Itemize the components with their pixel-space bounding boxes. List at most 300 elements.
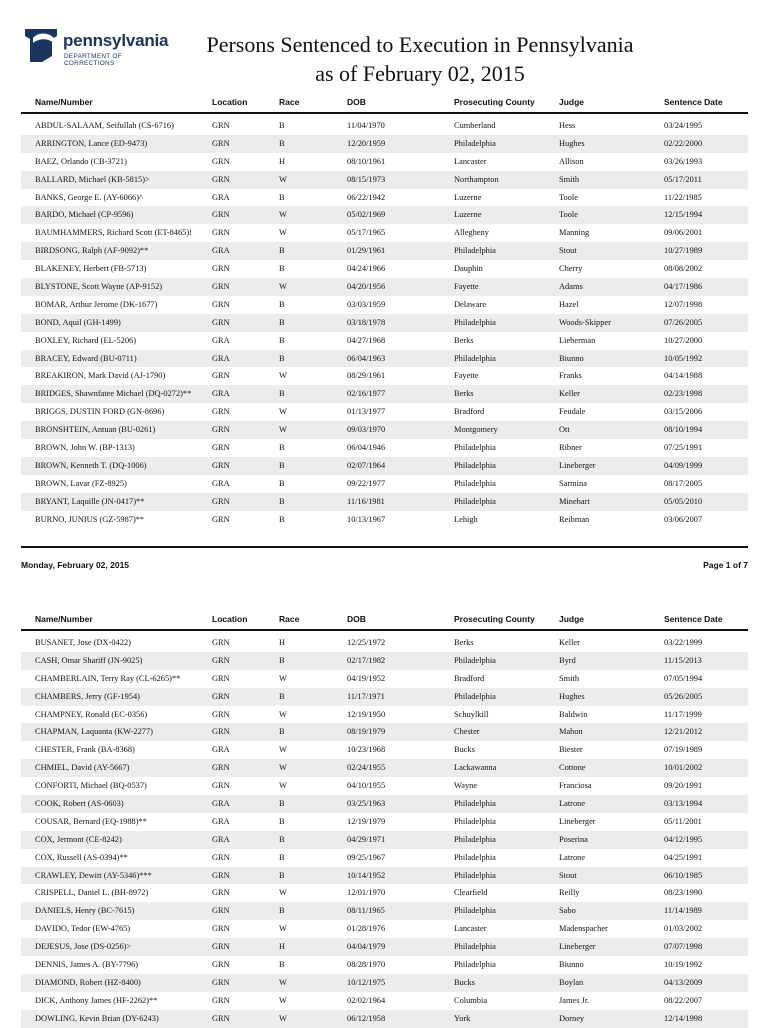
cell-dob: 08/11/1965 bbox=[347, 906, 385, 916]
cell-name: COX, Jermont (CE-8242) bbox=[35, 834, 122, 844]
cell-county: Bucks bbox=[454, 977, 475, 987]
table-row bbox=[21, 117, 748, 135]
cell-name: COOK, Robert (AS-0603) bbox=[35, 799, 124, 809]
cell-sentence-date: 08/10/1994 bbox=[664, 425, 703, 435]
table-row bbox=[21, 260, 748, 278]
table-row bbox=[21, 135, 748, 153]
cell-county: Bradford bbox=[454, 673, 485, 683]
cell-dob: 09/22/1977 bbox=[347, 478, 386, 488]
cell-county: Delaware bbox=[454, 299, 487, 309]
cell-location: GRN bbox=[212, 852, 230, 862]
cell-county: Philadelphia bbox=[454, 691, 496, 701]
table-row bbox=[21, 439, 748, 457]
column-header-dob: DOB bbox=[347, 97, 366, 107]
table-row bbox=[21, 367, 748, 385]
cell-location: GRN bbox=[212, 264, 230, 274]
table-row bbox=[21, 723, 748, 741]
cell-race: B bbox=[279, 138, 285, 148]
cell-location: GRN bbox=[212, 514, 230, 524]
cell-county: Berks bbox=[454, 638, 474, 647]
cell-location: GRN bbox=[212, 870, 230, 880]
cell-sentence-date: 07/07/1998 bbox=[664, 942, 703, 952]
cell-race: B bbox=[279, 478, 285, 488]
cell-county: Luzerne bbox=[454, 210, 482, 220]
cell-county: Lackawanna bbox=[454, 763, 497, 773]
cell-dob: 04/24/1966 bbox=[347, 264, 386, 274]
cell-judge: Lieberman bbox=[559, 335, 596, 345]
cell-dob: 01/29/1961 bbox=[347, 246, 386, 256]
table-row bbox=[21, 206, 748, 224]
cell-race: W bbox=[279, 425, 287, 435]
cell-name: BOXLEY, Richard (EL-5206) bbox=[35, 335, 137, 345]
cell-race: H bbox=[279, 638, 286, 647]
cell-location: GRN bbox=[212, 924, 230, 934]
table-row bbox=[21, 493, 748, 511]
cell-race: B bbox=[279, 960, 285, 970]
table-row bbox=[21, 171, 748, 189]
cell-judge: Smith bbox=[559, 673, 580, 683]
cell-sentence-date: 04/12/1995 bbox=[664, 834, 703, 844]
cell-name: BURNO, JUNIUS (GZ-5987)** bbox=[35, 514, 145, 524]
table-row bbox=[21, 777, 748, 795]
cell-dob: 12/19/1950 bbox=[347, 709, 386, 719]
cell-name: CHAMBERS, Jerry (GF-1954) bbox=[35, 691, 140, 701]
cell-race: W bbox=[279, 407, 287, 417]
cell-judge: Sarmina bbox=[559, 478, 587, 488]
cell-race: B bbox=[279, 443, 285, 453]
table-row bbox=[21, 421, 748, 439]
cell-county: Clearfield bbox=[454, 888, 488, 898]
cell-judge: Lineberger bbox=[559, 942, 596, 952]
cell-location: GRA bbox=[212, 353, 230, 363]
cell-race: B bbox=[279, 799, 285, 809]
cell-county: Philadelphia bbox=[454, 834, 496, 844]
cell-dob: 10/23/1968 bbox=[347, 745, 386, 755]
cell-county: Philadelphia bbox=[454, 942, 496, 952]
cell-judge: Hazel bbox=[559, 299, 579, 309]
cell-race: W bbox=[279, 977, 287, 987]
cell-county: Fayette bbox=[454, 371, 479, 381]
footer-page-number: Page 1 of 7 bbox=[703, 560, 748, 570]
cell-county: Philadelphia bbox=[454, 460, 496, 470]
table-row bbox=[21, 153, 748, 171]
cell-name: BAEZ, Orlando (CB-3721) bbox=[35, 156, 127, 166]
cell-judge: Stout bbox=[559, 246, 577, 256]
cell-location: GRN bbox=[212, 443, 230, 453]
cell-judge: Keller bbox=[559, 389, 580, 399]
cell-dob: 06/12/1958 bbox=[347, 1013, 386, 1023]
cell-name: CHMIEL, David (AY-5667) bbox=[35, 763, 130, 773]
cell-judge: Boylan bbox=[559, 977, 584, 987]
cell-judge: Sabo bbox=[559, 906, 576, 916]
cell-dob: 04/19/1952 bbox=[347, 673, 386, 683]
cell-name: BRIDGES, Shawnfatee Michael (DQ-0272)** bbox=[35, 389, 192, 399]
table-header bbox=[21, 97, 748, 119]
cell-location: GRN bbox=[212, 673, 230, 683]
cell-county: Philadelphia bbox=[454, 317, 496, 327]
cell-dob: 08/10/1961 bbox=[347, 156, 386, 166]
cell-location: GRN bbox=[212, 781, 230, 791]
cell-county: Cumberland bbox=[454, 121, 496, 130]
cell-sentence-date: 11/22/1985 bbox=[664, 192, 702, 202]
cell-sentence-date: 03/22/1999 bbox=[664, 638, 703, 647]
cell-judge: Woods-Skipper bbox=[559, 317, 611, 327]
cell-race: B bbox=[279, 389, 285, 399]
table-row bbox=[21, 511, 748, 529]
cell-judge: Cherry bbox=[559, 264, 583, 274]
cell-sentence-date: 02/22/2000 bbox=[664, 138, 703, 148]
cell-dob: 01/28/1976 bbox=[347, 924, 386, 934]
table-body bbox=[21, 117, 748, 528]
cell-name: BRACEY, Edward (BU-0711) bbox=[35, 353, 137, 363]
cell-dob: 08/28/1970 bbox=[347, 960, 386, 970]
cell-judge: Biunno bbox=[559, 960, 584, 970]
cell-name: DOWLING, Kevin Brian (DY-6243) bbox=[35, 1013, 159, 1023]
cell-county: Schuylkill bbox=[454, 709, 489, 719]
cell-judge: James Jr. bbox=[559, 995, 590, 1005]
cell-location: GRN bbox=[212, 228, 230, 238]
cell-location: GRN bbox=[212, 282, 230, 292]
column-header-sentence-date: Sentence Date bbox=[664, 614, 723, 624]
cell-judge: Minehart bbox=[559, 496, 590, 506]
cell-location: GRA bbox=[212, 799, 230, 809]
cell-judge: Biunno bbox=[559, 353, 584, 363]
cell-dob: 06/04/1946 bbox=[347, 443, 386, 453]
cell-name: BARDO, Michael (CP-9596) bbox=[35, 210, 134, 220]
cell-name: CHAMBERLAIN, Terry Ray (CL-6265)** bbox=[35, 673, 181, 683]
cell-dob: 10/12/1975 bbox=[347, 977, 386, 987]
cell-location: GRN bbox=[212, 638, 230, 647]
cell-county: Lehigh bbox=[454, 514, 478, 524]
cell-name: ABDUL-SALAAM, Seifullah (CS-6716) bbox=[35, 121, 174, 130]
cell-name: BOMAR, Arthur Jerome (DK-1677) bbox=[35, 299, 158, 309]
table-row bbox=[21, 902, 748, 920]
cell-dob: 03/18/1978 bbox=[347, 317, 386, 327]
cell-race: W bbox=[279, 282, 287, 292]
cell-name: BRYANT, Laquille (JN-0417)** bbox=[35, 496, 145, 506]
cell-name: COUSAR, Bernard (EQ-1988)** bbox=[35, 816, 147, 826]
table-row bbox=[21, 831, 748, 849]
cell-location: GRA bbox=[212, 246, 230, 256]
column-header-race: Race bbox=[279, 614, 300, 624]
cell-dob: 12/19/1979 bbox=[347, 816, 386, 826]
cell-location: GRA bbox=[212, 389, 230, 399]
table-row bbox=[21, 350, 748, 368]
cell-name: ARRINGTON, Lance (ED-9473) bbox=[35, 138, 148, 148]
cell-dob: 09/25/1967 bbox=[347, 852, 386, 862]
table-row bbox=[21, 242, 748, 260]
cell-dob: 06/22/1942 bbox=[347, 192, 386, 202]
cell-race: W bbox=[279, 781, 287, 791]
table-row bbox=[21, 314, 748, 332]
cell-judge: Toole bbox=[559, 192, 578, 202]
cell-race: W bbox=[279, 371, 287, 381]
cell-race: B bbox=[279, 655, 285, 665]
cell-name: BREAKIRON, Mark David (AJ-1790) bbox=[35, 371, 166, 381]
cell-dob: 12/25/1972 bbox=[347, 638, 386, 647]
cell-sentence-date: 09/20/1991 bbox=[664, 781, 703, 791]
cell-location: GRN bbox=[212, 407, 230, 417]
cell-dob: 04/20/1956 bbox=[347, 282, 386, 292]
table-row bbox=[21, 189, 748, 207]
cell-judge: Smith bbox=[559, 174, 580, 184]
cell-county: Luzerne bbox=[454, 192, 482, 202]
cell-judge: Franks bbox=[559, 371, 582, 381]
cell-race: B bbox=[279, 816, 285, 826]
cell-dob: 08/15/1973 bbox=[347, 174, 386, 184]
table-row bbox=[21, 634, 748, 652]
cell-dob: 05/02/1969 bbox=[347, 210, 386, 220]
column-header-county: Prosecuting County bbox=[454, 97, 535, 107]
cell-county: Philadelphia bbox=[454, 906, 496, 916]
cell-location: GRN bbox=[212, 960, 230, 970]
cell-location: GRN bbox=[212, 174, 230, 184]
table-row bbox=[21, 920, 748, 938]
cell-location: GRN bbox=[212, 138, 230, 148]
cell-name: DENNIS, James A. (BY-7796) bbox=[35, 960, 139, 970]
cell-dob: 03/03/1959 bbox=[347, 299, 386, 309]
table-row bbox=[21, 385, 748, 403]
cell-county: Fayette bbox=[454, 282, 479, 292]
cell-judge: Byrd bbox=[559, 655, 576, 665]
cell-dob: 06/04/1963 bbox=[347, 353, 386, 363]
cell-sentence-date: 09/06/2001 bbox=[664, 228, 703, 238]
column-header-county: Prosecuting County bbox=[454, 614, 535, 624]
title-line-1: Persons Sentenced to Execution in Pennsylvania bbox=[206, 32, 634, 57]
cell-judge: Reilly bbox=[559, 888, 580, 898]
cell-county: York bbox=[454, 1013, 471, 1023]
table-row bbox=[21, 296, 748, 314]
table-row bbox=[21, 688, 748, 706]
cell-judge: Mahon bbox=[559, 727, 583, 737]
cell-race: W bbox=[279, 745, 287, 755]
cell-race: B bbox=[279, 514, 285, 524]
cell-sentence-date: 04/25/1991 bbox=[664, 852, 703, 862]
cell-judge: Ribner bbox=[559, 443, 582, 453]
cell-race: W bbox=[279, 763, 287, 773]
cell-location: GRN bbox=[212, 888, 230, 898]
cell-race: W bbox=[279, 888, 287, 898]
cell-sentence-date: 10/19/1992 bbox=[664, 960, 703, 970]
cell-county: Philadelphia bbox=[454, 655, 496, 665]
cell-location: GRN bbox=[212, 156, 230, 166]
table-row bbox=[21, 849, 748, 867]
cell-judge: Madenspacher bbox=[559, 924, 608, 934]
cell-location: GRN bbox=[212, 709, 230, 719]
cell-dob: 02/16/1977 bbox=[347, 389, 386, 399]
cell-judge: Adams bbox=[559, 282, 583, 292]
cell-sentence-date: 08/08/2002 bbox=[664, 264, 703, 274]
cell-race: B bbox=[279, 317, 285, 327]
cell-name: BRONSHTEIN, Antuan (BU-0261) bbox=[35, 425, 156, 435]
column-header-dob: DOB bbox=[347, 614, 366, 624]
cell-name: CONFORTI, Michael (BQ-0537) bbox=[35, 781, 147, 791]
table-row bbox=[21, 974, 748, 992]
footer-date: Monday, February 02, 2015 bbox=[21, 560, 130, 570]
cell-race: W bbox=[279, 210, 287, 220]
cell-dob: 04/27/1968 bbox=[347, 335, 386, 345]
cell-judge: Reibman bbox=[559, 514, 590, 524]
cell-sentence-date: 10/01/2002 bbox=[664, 763, 703, 773]
table-row bbox=[21, 475, 748, 493]
cell-race: W bbox=[279, 174, 287, 184]
cell-location: GRN bbox=[212, 942, 230, 952]
cell-dob: 04/10/1955 bbox=[347, 781, 386, 791]
table-row bbox=[21, 457, 748, 475]
column-header-judge: Judge bbox=[559, 614, 585, 624]
cell-judge: Feudale bbox=[559, 407, 586, 417]
cell-sentence-date: 10/27/2000 bbox=[664, 335, 703, 345]
cell-county: Philadelphia bbox=[454, 246, 496, 256]
table-row bbox=[21, 867, 748, 885]
cell-race: W bbox=[279, 673, 287, 683]
cell-county: Philadelphia bbox=[454, 138, 496, 148]
cell-name: BALLARD, Michael (KB-5815)> bbox=[35, 174, 150, 184]
pa-doc-logo bbox=[22, 26, 172, 66]
cell-race: B bbox=[279, 246, 285, 256]
cell-location: GRN bbox=[212, 317, 230, 327]
cell-judge: Latrone bbox=[559, 799, 586, 809]
cell-race: W bbox=[279, 228, 287, 238]
cell-race: B bbox=[279, 335, 285, 345]
cell-judge: Franciosa bbox=[559, 781, 592, 791]
cell-judge: Toole bbox=[559, 210, 578, 220]
logo-wordmark: pennsylvania bbox=[63, 31, 169, 50]
cell-county: Philadelphia bbox=[454, 870, 496, 880]
cell-judge: Manning bbox=[559, 228, 590, 238]
cell-location: GRN bbox=[212, 210, 230, 220]
cell-sentence-date: 05/17/2011 bbox=[664, 174, 702, 184]
cell-location: GRN bbox=[212, 655, 230, 665]
cell-name: DANIELS, Henry (BC-7615) bbox=[35, 906, 135, 916]
cell-county: Bradford bbox=[454, 407, 485, 417]
table-row bbox=[21, 278, 748, 296]
cell-sentence-date: 11/14/1989 bbox=[664, 906, 702, 916]
cell-county: Berks bbox=[454, 335, 474, 345]
table-row bbox=[21, 403, 748, 421]
cell-location: GRN bbox=[212, 906, 230, 916]
cell-location: GRN bbox=[212, 121, 230, 130]
cell-county: Lancaster bbox=[454, 924, 487, 934]
cell-name: BUSANET, Jose (DX-0422) bbox=[35, 638, 131, 647]
cell-sentence-date: 08/23/1990 bbox=[664, 888, 703, 898]
cell-county: Allegheny bbox=[454, 228, 489, 238]
table-row bbox=[21, 938, 748, 956]
cell-judge: Lineberger bbox=[559, 816, 596, 826]
cell-location: GRN bbox=[212, 691, 230, 701]
cell-sentence-date: 03/26/1993 bbox=[664, 156, 703, 166]
cell-race: W bbox=[279, 995, 287, 1005]
cell-sentence-date: 04/09/1999 bbox=[664, 460, 703, 470]
cell-name: CRISPELL, Daniel L. (BH-8972) bbox=[35, 888, 149, 898]
cell-dob: 05/17/1965 bbox=[347, 228, 386, 238]
cell-race: B bbox=[279, 870, 285, 880]
header-rule bbox=[21, 629, 748, 631]
cell-county: Wayne bbox=[454, 781, 478, 791]
cell-location: GRN bbox=[212, 299, 230, 309]
cell-sentence-date: 12/14/1998 bbox=[664, 1013, 703, 1023]
cell-judge: Ott bbox=[559, 425, 570, 435]
cell-sentence-date: 10/05/1992 bbox=[664, 353, 703, 363]
cell-race: B bbox=[279, 353, 285, 363]
cell-sentence-date: 03/15/2006 bbox=[664, 407, 703, 417]
cell-name: BLYSTONE, Scott Wayne (AP-9152) bbox=[35, 282, 163, 292]
cell-sentence-date: 04/14/1988 bbox=[664, 371, 703, 381]
cell-dob: 02/07/1964 bbox=[347, 460, 386, 470]
cell-judge: Dorney bbox=[559, 1013, 585, 1023]
cell-dob: 10/13/1967 bbox=[347, 514, 386, 524]
column-header-judge: Judge bbox=[559, 97, 585, 107]
cell-name: CASH, Omar Shariff (JN-9025) bbox=[35, 655, 143, 665]
table-row bbox=[21, 741, 748, 759]
cell-dob: 04/29/1971 bbox=[347, 834, 386, 844]
cell-judge: Baldwin bbox=[559, 709, 588, 719]
column-header-race: Race bbox=[279, 97, 300, 107]
cell-sentence-date: 05/11/2001 bbox=[664, 816, 702, 826]
cell-county: Philadelphia bbox=[454, 496, 496, 506]
cell-location: GRN bbox=[212, 496, 230, 506]
cell-location: GRN bbox=[212, 371, 230, 381]
cell-location: GRA bbox=[212, 745, 230, 755]
cell-sentence-date: 05/26/2005 bbox=[664, 691, 703, 701]
cell-name: BROWN, Lavar (FZ-8925) bbox=[35, 478, 127, 488]
cell-sentence-date: 02/23/1998 bbox=[664, 389, 703, 399]
cell-location: GRN bbox=[212, 763, 230, 773]
cell-dob: 08/19/1979 bbox=[347, 727, 386, 737]
cell-county: Dauphin bbox=[454, 264, 483, 274]
cell-sentence-date: 07/05/1994 bbox=[664, 673, 703, 683]
cell-judge: Biester bbox=[559, 745, 583, 755]
cell-dob: 11/16/1981 bbox=[347, 496, 385, 506]
cell-name: COX, Russell (AS-0394)** bbox=[35, 852, 128, 862]
cell-judge: Hess bbox=[559, 121, 576, 130]
title-line-2: as of February 02, 2015 bbox=[315, 61, 525, 86]
cell-sentence-date: 03/24/1995 bbox=[664, 121, 703, 130]
cell-location: GRN bbox=[212, 995, 230, 1005]
cell-sentence-date: 07/19/1989 bbox=[664, 745, 703, 755]
cell-race: B bbox=[279, 852, 285, 862]
cell-sentence-date: 12/21/2012 bbox=[664, 727, 703, 737]
cell-judge: Lineberger bbox=[559, 460, 596, 470]
cell-name: DEJESUS, Jose (DS-0256)> bbox=[35, 942, 132, 952]
cell-dob: 11/04/1970 bbox=[347, 121, 385, 130]
cell-race: W bbox=[279, 924, 287, 934]
table-row bbox=[21, 224, 748, 242]
cell-race: B bbox=[279, 906, 285, 916]
cell-name: CRAWLEY, Dewitt (AY-5346)*** bbox=[35, 870, 152, 880]
header-rule bbox=[21, 112, 748, 114]
cell-county: Chester bbox=[454, 727, 480, 737]
cell-location: GRN bbox=[212, 1013, 230, 1023]
cell-dob: 02/17/1982 bbox=[347, 655, 386, 665]
cell-name: BROWN, John W. (BP-1313) bbox=[35, 443, 135, 453]
cell-dob: 08/29/1961 bbox=[347, 371, 386, 381]
cell-county: Philadelphia bbox=[454, 443, 496, 453]
cell-location: GRA bbox=[212, 335, 230, 345]
cell-county: Montgomery bbox=[454, 425, 498, 435]
cell-judge: Allison bbox=[559, 156, 584, 166]
cell-name: CHESTER, Frank (BA-8368) bbox=[35, 745, 135, 755]
cell-sentence-date: 10/27/1989 bbox=[664, 246, 703, 256]
cell-name: DIAMOND, Robert (HZ-8400) bbox=[35, 977, 141, 987]
cell-location: GRA bbox=[212, 834, 230, 844]
cell-judge: Poserina bbox=[559, 834, 588, 844]
cell-race: B bbox=[279, 460, 285, 470]
table-header bbox=[21, 614, 748, 636]
cell-location: GRN bbox=[212, 460, 230, 470]
table-row bbox=[21, 759, 748, 777]
table-row bbox=[21, 706, 748, 724]
